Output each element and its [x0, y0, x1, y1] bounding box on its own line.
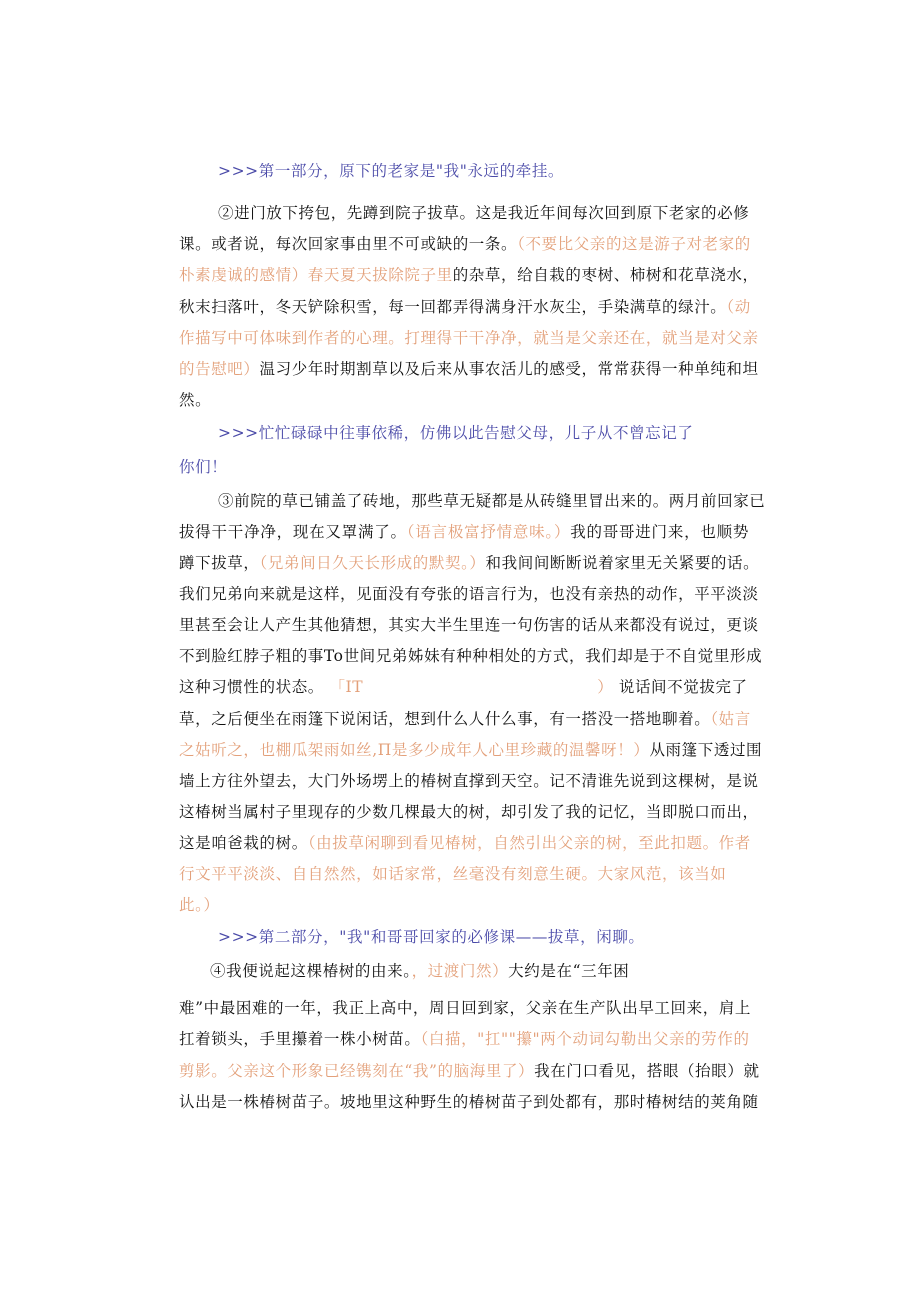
paragraph-3-line — [179, 516, 749, 548]
paragraph-2-line: ②进门放下挎包，先蹲到院子拔草。这是我近年间每次回到原下老家的必修 — [218, 204, 750, 222]
annotation-line: 行文平平淡淡、自自然然，如话家常，丝毫没有刻意生硬。大家风范，该当如 — [179, 865, 727, 883]
body-text: 从雨篷下透过围 — [649, 741, 763, 759]
paragraph-3-line — [179, 671, 749, 703]
paragraph-2-line — [179, 353, 759, 385]
paragraph-3-line — [179, 827, 749, 859]
paragraph-4-line — [179, 1055, 760, 1087]
annotation: 剪影。父亲这个形象已经镌刻在“我”的脑海里了） — [179, 1062, 535, 1080]
annotation: （兄弟间日久天长形成的默契。） — [259, 554, 486, 572]
annotation: 朴素虔诚的感情）春天夏天拔除院子里 — [179, 266, 453, 284]
body-text: 温习少年时期割草以及后来从事农活儿的感受，常常获得一种单纯和坦 — [259, 360, 759, 378]
body-text: 说话间不觉拔完了 — [618, 678, 748, 696]
paragraph-3-line: 这椿树当属村子里现存的少数几棵最大的树，却引发了我的记忆，当即脱口而出， — [179, 803, 759, 821]
paragraph-4-line — [179, 1023, 749, 1055]
annotation: （不要比父亲的这是游子对老家的 — [517, 235, 751, 253]
annotation: 之姑听之，也棚瓜架雨如丝,Π是多少成年人心里珍藏的温馨呀！） — [179, 741, 650, 759]
annotation: 「IT — [329, 678, 364, 696]
body-text: 草，之后便坐在雨篷下说闲话，想到什么人什么事，有一搭没一搭地聊着。 — [179, 710, 711, 728]
paragraph-3-line: ③前院的草已铺盖了砖地，那些草无疑都是从砖缝里冒出来的。两月前回家已 — [218, 492, 766, 510]
body-text: 这种习惯性的状态。 — [179, 678, 324, 696]
paragraph-4-line: 认出是一株椿树苗子。坡地里这种野生的椿树苗子到处都有，那时椿树结的荚角随 — [179, 1093, 759, 1111]
annotation: （语言极富抒情意味。） — [406, 523, 571, 541]
paragraph-2-line: 然。 — [179, 391, 212, 409]
annotation: （白描，"扛""攥"两个动词勾勒出父亲的劳作的 — [420, 1030, 750, 1048]
body-text: 大约是在“三年困 — [508, 962, 630, 980]
paragraph-3-line — [179, 547, 760, 579]
body-text: 课。或者说，每次回家事由里不可或缺的一条。 — [179, 235, 518, 253]
paragraph-4-line — [210, 955, 640, 987]
annotation: ，过渡门然） — [411, 962, 509, 980]
paragraph-3-line — [179, 703, 749, 735]
paragraph-4-line: 难”中最困难的一年，我正上高中，周日回到家，父亲在生产队出早工回来，肩上 — [179, 999, 752, 1017]
body-text: 的杂草，给自栽的枣树、柿树和花草浇水， — [452, 266, 759, 284]
paragraph-2-line — [179, 259, 759, 291]
body-text: 和我间间断断说着家里无关紧要的话。 — [485, 554, 760, 572]
body-text: 扛着锁头，手里攥着一株小树苗。 — [179, 1030, 421, 1048]
paragraph-3-line: 我们兄弟向来就是这样，见面没有夸张的语言行为，也没有亲热的动作，平平淡淡 — [179, 585, 759, 603]
body-text: 我的哥哥进门来，也顺势 — [570, 523, 749, 541]
annotation: （姑言 — [710, 710, 751, 728]
body-text: 拔得干干净净，现在又罩满了。 — [179, 523, 407, 541]
section-heading-1: >>>第一部分，原下的老家是"我"永远的牵挂。 — [218, 162, 565, 180]
body-text: 我在门口看见，搭眼（抬眼）就 — [534, 1062, 760, 1080]
annotation-line: 此。） — [179, 896, 220, 914]
annotation-line: 作描写中可体味到作者的心理。打理得干干净净，就当是父亲还在，就当是对父亲 — [179, 329, 759, 347]
annotation: （动 — [726, 298, 751, 316]
body-text: ④我便说起这棵椿树的由来。 — [210, 962, 412, 980]
paragraph-3-line: 墙上方往外望去，大门外场塄上的椿树直撑到天空。记不清谁先说到这棵树，是说 — [179, 772, 759, 790]
annotation: 的告慰吧） — [179, 360, 260, 378]
body-text: 蹲下拔草， — [179, 554, 260, 572]
body-text: 这是咱爸栽的树。 — [179, 834, 308, 852]
section-note-line: 你们！ — [179, 458, 228, 476]
section-heading-2: >>>第二部分，"我"和哥哥回家的必修课——拔草，闲聊。 — [218, 928, 645, 946]
body-text: 秋末扫落叶，冬天铲除积雪，每一回都弄得满身汗水灰尘，手染满草的绿汁。 — [179, 298, 727, 316]
paragraph-3-line — [179, 734, 763, 766]
section-note-line: >>>忙忙碌碌中往事依稀，仿佛以此告慰父母，儿子从不曾忘记了 — [218, 424, 694, 442]
annotation: ） — [597, 678, 614, 696]
paragraph-3-line: 里甚至会让人产生其他猜想，其实大半生里连一句伤害的话从来都没有说过，更谈 — [179, 616, 759, 634]
annotation: （由拔草闲聊到看见椿树，自然引出父亲的树，至此扣题。作者 — [307, 834, 751, 852]
paragraph-2-line — [179, 228, 749, 260]
paragraph-2-line — [179, 291, 749, 323]
paragraph-3-line: 不到脸红脖子粗的事To世间兄弟姊妹有种种相处的方式，我们却是于不自觉里形成 — [179, 647, 763, 665]
